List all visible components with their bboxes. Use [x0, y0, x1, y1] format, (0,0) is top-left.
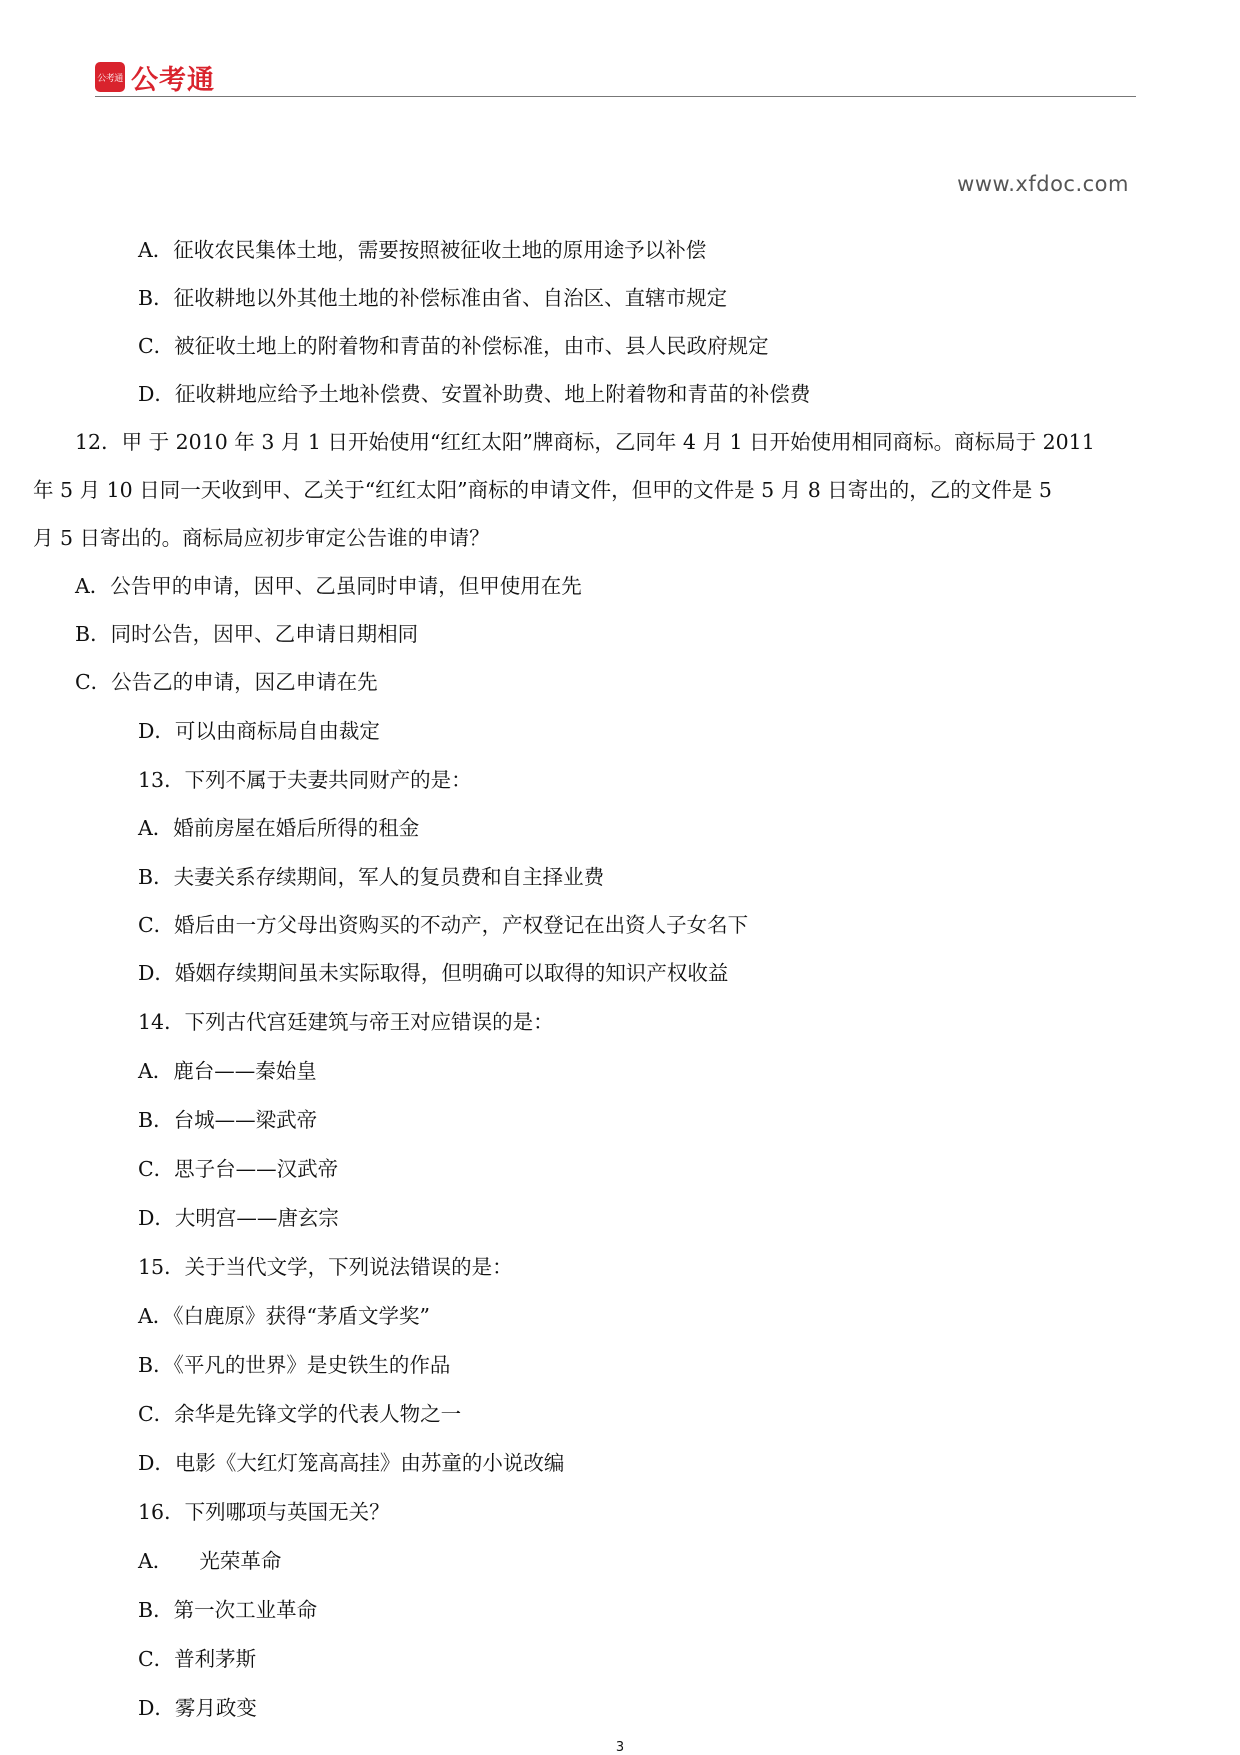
q14-option-b: B．台城——梁武帝: [138, 1108, 318, 1132]
q11-option-c: C．被征收土地上的附着物和青苗的补偿标准，由市、县人民政府规定: [138, 334, 769, 358]
q12-option-d: D．可以由商标局自由裁定: [138, 719, 380, 743]
q13-option-a: A．婚前房屋在婚后所得的租金: [138, 816, 420, 840]
q16-option-b: B．第一次工业革命: [138, 1598, 318, 1622]
q11-option-d: D．征收耕地应给予土地补偿费、安置补助费、地上附着物和青苗的补偿费: [138, 382, 811, 406]
page-number: 3: [615, 1740, 625, 1755]
q13-option-b: B．夫妻关系存续期间，军人的复员费和自主择业费: [138, 865, 605, 889]
q15-stem: 15．关于当代文学，下列说法错误的是：: [138, 1255, 513, 1279]
q13-option-c: C．婚后由一方父母出资购买的不动产，产权登记在出资人子女名下: [138, 913, 749, 937]
q16-option-a: A． 光荣革命: [138, 1549, 282, 1573]
q11-option-a: A．征收农民集体土地，需要按照被征收土地的原用途予以补偿: [138, 238, 707, 262]
q12-stem-line3: 月 5 日寄出的。商标局应初步审定公告谁的申请？: [33, 526, 490, 550]
q15-option-a: A．《白鹿原》获得“茅盾文学奖”: [138, 1304, 431, 1328]
logo-text: 公考通: [131, 64, 215, 96]
q16-stem: 16．下列哪项与英国无关？: [138, 1500, 390, 1524]
q12-stem-line1: 12．甲 于 2010 年 3 月 1 日开始使用“红红太阳”牌商标，乙同年 4 月 1 日开始使用相同商标。商标局于 2011: [75, 430, 1095, 454]
q13-option-d: D．婚姻存续期间虽未实际取得，但明确可以取得的知识产权收益: [138, 961, 729, 985]
q14-option-c: C．思子台——汉武帝: [138, 1157, 339, 1181]
q14-option-d: D．大明宫——唐玄宗: [138, 1206, 339, 1230]
q16-option-c: C．普利茅斯: [138, 1647, 257, 1671]
q13-stem: 13．下列不属于夫妻共同财产的是：: [138, 768, 472, 792]
q12-option-a: A．公告甲的申请，因甲、乙虽同时申请，但甲使用在先: [75, 574, 582, 598]
site-url: www.xfdoc.com: [957, 172, 1129, 196]
q14-stem: 14．下列古代宫廷建筑与帝王对应错误的是：: [138, 1010, 554, 1034]
q11-option-b: B．征收耕地以外其他土地的补偿标准由省、自治区、直辖市规定: [138, 286, 728, 310]
q14-option-a: A．鹿台——秦始皇: [138, 1059, 317, 1083]
q12-stem-line2: 年 5 月 10 日同一天收到甲、乙关于“红红太阳”商标的申请文件，但甲的文件是 5 月 8 日寄出的，乙的文件是 5: [33, 478, 1052, 502]
logo-badge: 公考通: [95, 62, 125, 92]
q12-option-b: B．同时公告，因甲、乙申请日期相同: [75, 622, 419, 646]
q15-option-c: C．余华是先锋文学的代表人物之一: [138, 1402, 462, 1426]
q16-option-d: D．雾月政变: [138, 1696, 257, 1720]
q12-option-c: C．公告乙的申请，因乙申请在先: [75, 670, 378, 694]
q15-option-d: D．电影《大红灯笼高高挂》由苏童的小说改编: [138, 1451, 565, 1475]
q15-option-b: B．《平凡的世界》是史铁生的作品: [138, 1353, 451, 1377]
